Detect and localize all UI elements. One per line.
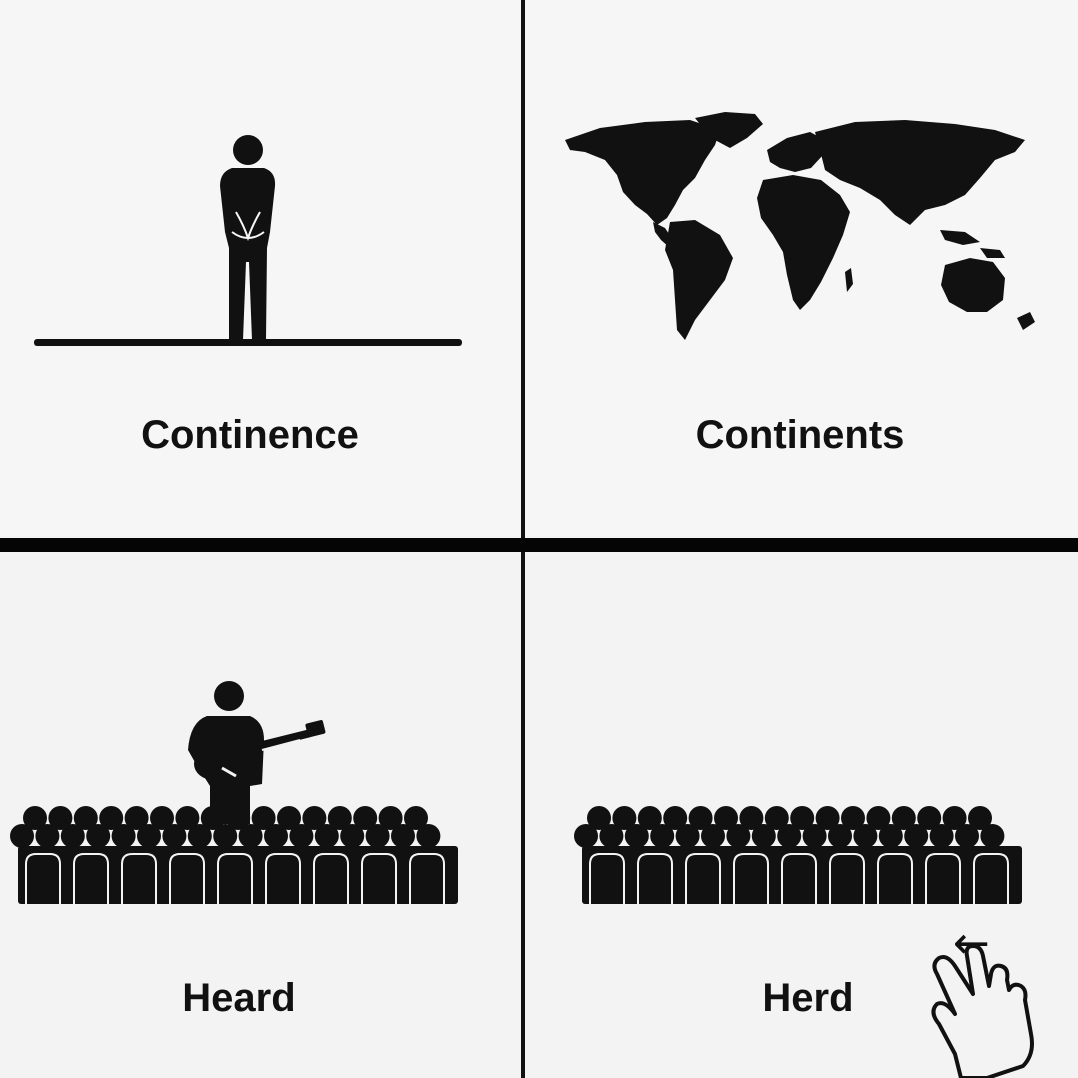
- audience-crowd-icon: [10, 806, 458, 904]
- audience-head-front: [10, 824, 34, 848]
- audience-head-front: [366, 824, 390, 848]
- panel-continents: [525, 0, 1078, 536]
- caption-continents: Continents: [695, 413, 905, 457]
- swipe-arrow-icon: ←: [953, 918, 990, 969]
- ground-line: [34, 339, 462, 346]
- audience-head-front: [137, 824, 161, 848]
- audience-head-front: [35, 824, 59, 848]
- audience-head-front: [289, 824, 313, 848]
- panel-continence: [0, 0, 521, 536]
- audience-head-front: [416, 824, 440, 848]
- horizontal-divider: [0, 538, 1078, 552]
- audience-head-front: [213, 824, 237, 848]
- guitarist-icon: [188, 681, 326, 824]
- audience-head-front: [188, 824, 212, 848]
- audience-head-front: [315, 824, 339, 848]
- panel-herd: [525, 554, 1078, 1078]
- audience-head-front: [162, 824, 186, 848]
- audience-head-front: [391, 824, 415, 848]
- audience-head-front: [61, 824, 85, 848]
- audience-head-front: [340, 824, 364, 848]
- audience-head-front: [86, 824, 110, 848]
- audience-head-front: [264, 824, 288, 848]
- swipe-left-hand-icon: [525, 554, 1078, 1078]
- audience-head-front: [239, 824, 263, 848]
- audience-head-front: [112, 824, 136, 848]
- caption-heard: Heard: [182, 976, 296, 1020]
- panel-heard: [0, 554, 521, 1078]
- caption-continence: Continence: [141, 413, 359, 457]
- caption-herd: Herd: [762, 976, 854, 1020]
